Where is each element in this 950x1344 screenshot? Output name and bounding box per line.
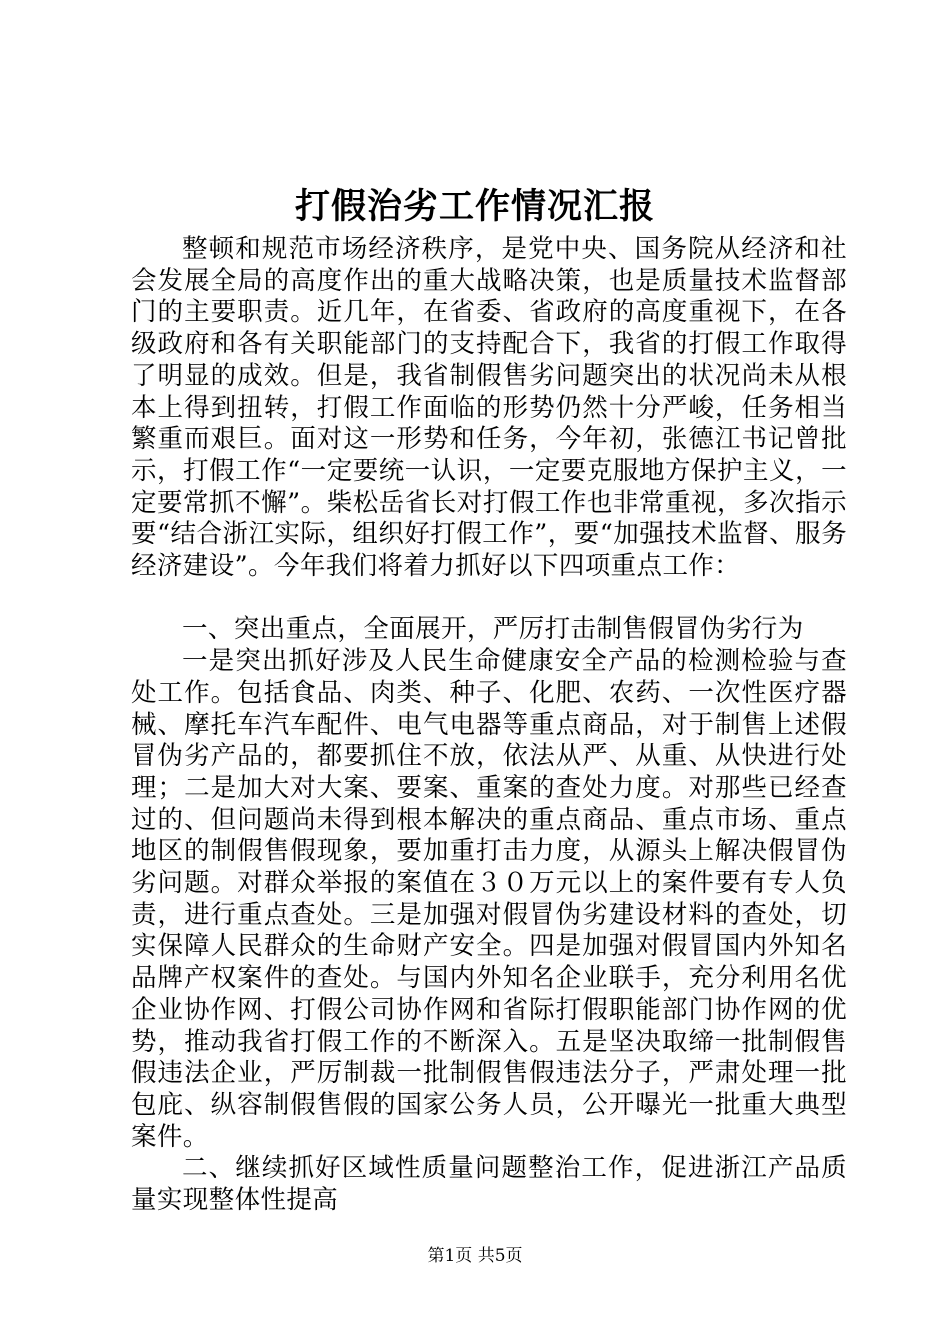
document-body [131,234,847,1217]
paragraph-spacer [131,583,847,615]
section-heading-1: 一、突出重点，全面展开，严厉打击制售假冒伪劣行为 [182,614,804,645]
paragraph-intro: 整顿和规范市场经济秩序，是党中央、国务院从经济和社会发展全局的高度作出的重大战略决策，也是质量技术监督部门的主要职责。近几年，在省委、省政府的高度重视下，在各级政府和各有关职能部门的支持配合下，我省的打假工作取得了明显的成效。但是，我省制假售劣问题突出的状况尚未从根本上得到扭转，打假工作面临的形势仍然十分严峻，任务相当繁重而艰巨。面对这一形势和任务，今年初，张德江书记曾批示，打假工作“一定要统一认识，一定要克服地方保护主义，一定要常抓不懈”。柴松岳省长对打假工作也非常重视，多次指示要“结合浙江实际，组织好打假工作”，要“加强技术监督、服务经济建设”。今年我们将着力抓好以下四项重点工作： [131,234,847,582]
section-heading-2: 二、继续抓好区域性质量问题整治工作，促进浙江产品质量实现整体性提高 [131,1153,847,1216]
paragraph-section-1: 一是突出抓好涉及人民生命健康安全产品的检测检验与查处工作。包括食品、肉类、种子、化肥、农药、一次性医疗器械、摩托车汽车配件、电气电器等重点商品，对于制售上述假冒伪劣产品的，都要抓住不放，依法从严、从重、从快进行处理；二是加大对大案、要案、重案的查处力度。对那些已经查过的、但问题尚未得到根本解决的重点商品、重点市场、重点地区的制假售假现象，要加重打击力度，从源头上解决假冒伪劣问题。对群众举报的案值在３０万元以上的案件要有专人负责，进行重点查处。三是加强对假冒伪劣建设材料的查处，切实保障人民群众的生命财产安全。四是加强对假冒国内外知名品牌产权案件的查处。与国内外知名企业联手，充分利用名优企业协作网、打假公司协作网和省际打假职能部门协作网的优势，推动我省打假工作的不断深入。五是坚决取缔一批制假售假违法企业，严厉制裁一批制假售假违法分子，严肃处理一批包庇、纵容制假售假的国家公务人员，公开曝光一批重大典型案件。 [131,646,847,1152]
document-title: 打假治劣工作情况汇报 [294,186,655,227]
page-number-footer: 第1页 共5页 [427,1246,523,1266]
